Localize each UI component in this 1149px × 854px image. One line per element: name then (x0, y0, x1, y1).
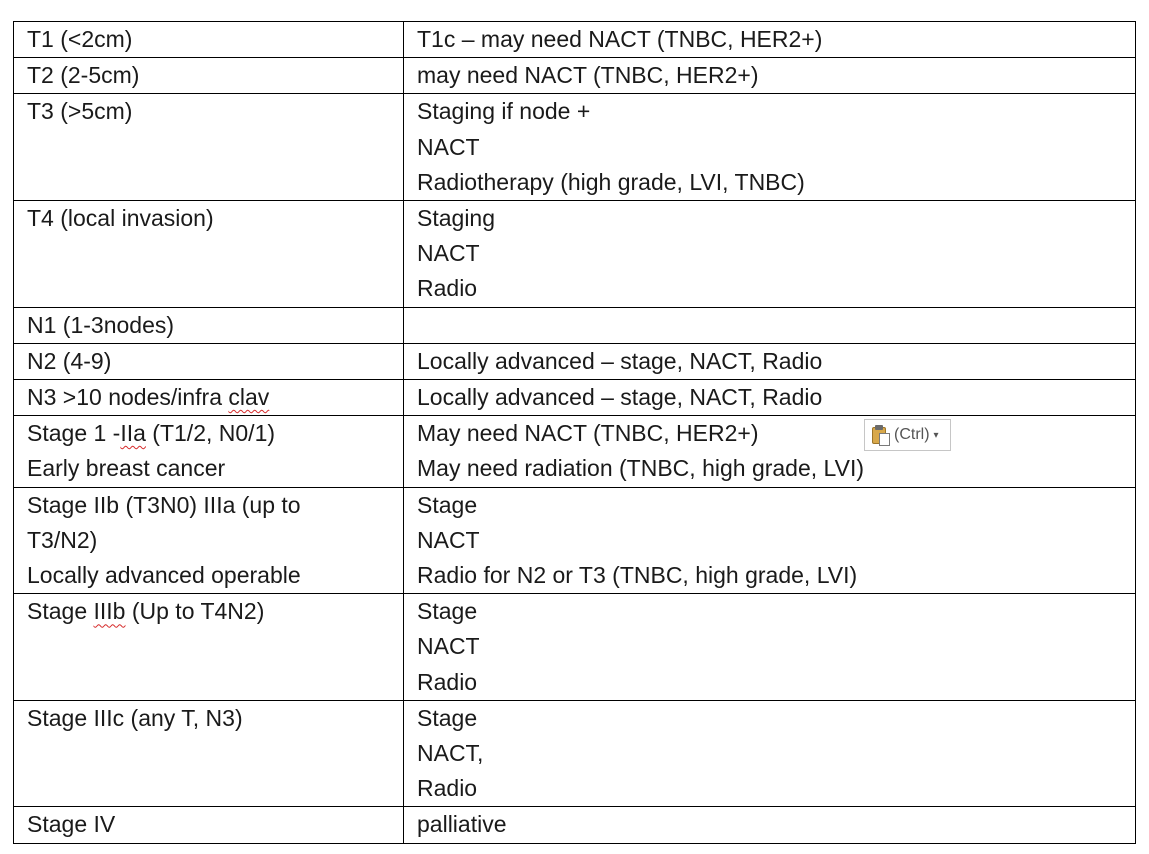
staging-table-body (14, 22, 1136, 844)
table-row (14, 807, 1136, 843)
table-cell-left[interactable] (14, 594, 404, 701)
table-cell-left[interactable] (14, 416, 404, 487)
cell-text: T2 (2-5cm) (27, 62, 140, 89)
cell-text: T3 (>5cm) (27, 98, 133, 125)
spellcheck-flag: IIa (120, 420, 146, 447)
table-row (14, 343, 1136, 379)
cell-text: May need NACT (TNBC, HER2+) (417, 420, 759, 447)
cell-text: Staging (417, 205, 496, 232)
cell-text: NACT (417, 133, 480, 160)
table-cell-right[interactable] (404, 594, 1136, 701)
table-cell-left[interactable] (14, 22, 404, 58)
cell-text: may need NACT (TNBC, HER2+) (417, 62, 759, 89)
table-row (14, 700, 1136, 807)
cell-text: Radio (417, 775, 478, 802)
cell-text: Stage IIIc (any T, N3) (27, 704, 243, 731)
paste-options-button[interactable] (864, 419, 951, 451)
table-cell-right[interactable] (404, 307, 1136, 343)
cell-text: NACT (417, 526, 480, 553)
table-row (14, 594, 1136, 701)
cell-text: palliative (417, 811, 507, 838)
table-cell-left[interactable] (14, 380, 404, 416)
table-cell-left[interactable] (14, 94, 404, 201)
cell-text: NACT (417, 240, 480, 267)
table-cell-right[interactable] (404, 487, 1136, 594)
cell-text: T1 (<2cm) (27, 26, 133, 52)
cell-text: NACT (417, 633, 480, 660)
cell-text: Stage IV (27, 811, 116, 838)
spellcheck-flag: IIIb (93, 598, 126, 625)
cell-text: Locally advanced – stage, NACT, Radio (417, 384, 823, 411)
table-row (14, 201, 1136, 308)
table-row (14, 487, 1136, 594)
cell-text: N3 >10 nodes/infra clav (27, 384, 270, 411)
cell-text: Early breast cancer (27, 455, 226, 482)
cell-text: Stage (417, 704, 478, 731)
table-cell-right[interactable] (404, 807, 1136, 843)
cell-text: Stage 1 -IIa (T1/2, N0/1) (27, 420, 276, 447)
cell-text: T3/N2) (27, 526, 98, 553)
cell-text: N2 (4-9) (27, 347, 112, 374)
table-cell-right[interactable] (404, 22, 1136, 58)
table-cell-left[interactable] (14, 201, 404, 308)
cell-text: T1c – may need NACT (TNBC, HER2+) (417, 26, 823, 52)
table-cell-right[interactable] (404, 58, 1136, 94)
cell-text: Locally advanced operable (27, 562, 301, 589)
table-row (14, 416, 1136, 487)
cell-text: Radio (417, 668, 478, 695)
cell-text: Radiotherapy (high grade, LVI, TNBC) (417, 168, 805, 195)
cell-text: Radio (417, 275, 478, 302)
empty-cell (417, 308, 1122, 343)
cell-text: NACT, (417, 740, 484, 767)
staging-table (13, 21, 1136, 844)
table-cell-right[interactable] (404, 416, 1136, 487)
cell-text: May need radiation (TNBC, high grade, LVI) (417, 455, 865, 482)
cell-text: Staging if node + (417, 98, 591, 125)
table-cell-right[interactable] (404, 700, 1136, 807)
table-row (14, 22, 1136, 58)
table-cell-left[interactable] (14, 343, 404, 379)
table-row (14, 307, 1136, 343)
cell-text: Stage IIb (T3N0) IIIa (up to (27, 491, 301, 518)
table-cell-right[interactable] (404, 201, 1136, 308)
table-row (14, 380, 1136, 416)
table-row (14, 58, 1136, 94)
table-cell-right[interactable] (404, 94, 1136, 201)
table-cell-left[interactable] (14, 807, 404, 843)
table-cell-right[interactable] (404, 380, 1136, 416)
paste-options-label: (Ctrl) (894, 426, 930, 443)
clipboard-icon (871, 424, 891, 446)
cell-text: Locally advanced – stage, NACT, Radio (417, 347, 823, 374)
table-cell-left[interactable] (14, 487, 404, 594)
table-cell-left[interactable] (14, 307, 404, 343)
cell-text: Stage (417, 491, 478, 518)
table-cell-left[interactable] (14, 700, 404, 807)
table-cell-right[interactable] (404, 343, 1136, 379)
cell-text: N1 (1-3nodes) (27, 311, 175, 338)
table-row (14, 94, 1136, 201)
cell-text: T4 (local invasion) (27, 205, 214, 232)
table-cell-left[interactable] (14, 58, 404, 94)
cell-text: Radio for N2 or T3 (TNBC, high grade, LVI) (417, 562, 858, 589)
chevron-down-icon: ▾ (933, 429, 939, 441)
cell-text: Stage IIIb (Up to T4N2) (27, 598, 265, 625)
cell-text: Stage (417, 598, 478, 625)
spellcheck-flag: clav (228, 384, 270, 411)
